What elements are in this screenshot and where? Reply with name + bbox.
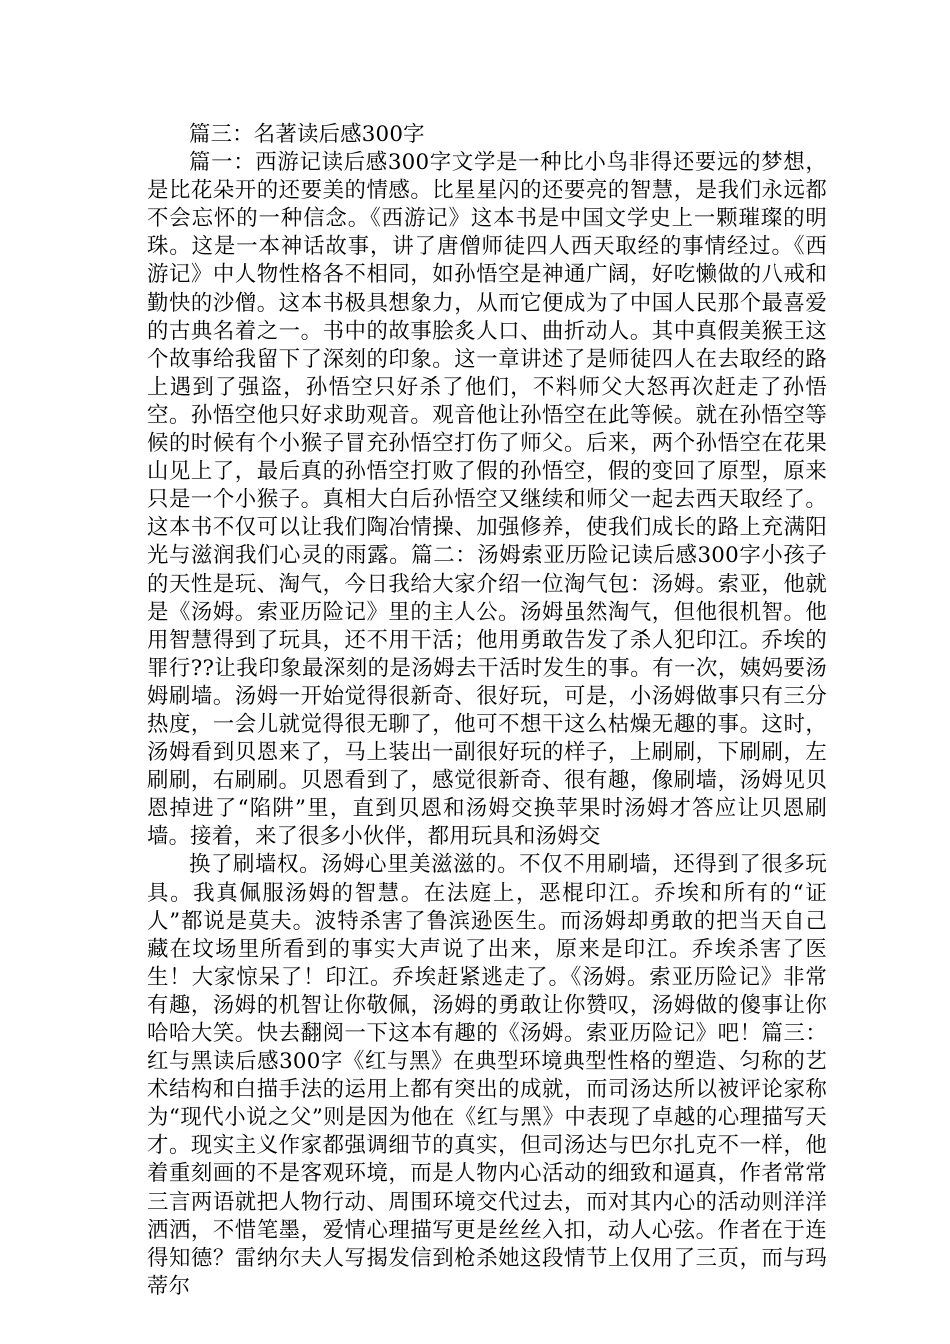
document-body bbox=[147, 121, 827, 1301]
body-paragraph: 换了刷墙权。汤姆心里美滋滋的。不仅不用刷墙，还得到了很多玩具。我真佩服汤姆的智慧。在法庭上，恶棍印江。乔埃和所有的“证人”都说是莫夫。波特杀害了鲁滨逊医生。而汤姆却勇敢的把当天自己藏在坟场里所看到的事实大声说了出来，原来是印江。乔埃杀害了医生！大家惊呆了！印江。乔埃赶紧逃走了。《汤姆。索亚历险记》非常有趣，汤姆的机智让你敬佩，汤姆的勇敢让你赞叹，汤姆做的傻事让你哈哈大笑。快去翻阅一下这本有趣的《汤姆。索亚历险记》吧！篇三：红与黑读后感300字《红与黑》在典型环境典型性格的塑造、匀称的艺术结构和白描手法的运用上都有突出的成就，而司汤达所以被评论家称为“现代小说之父”则是因为他在《红与黑》中表现了卓越的心理描写天才。现实主义作家都强调细节的真实，但司汤达与巴尔扎克不一样，他着重刻画的不是客观环境，而是人物内心活动的细致和逼真，作者常常三言两语就把人物行动、周围环境交代过去，而对其内心的活动则洋洋洒洒，不惜笔墨，爱情心理描写更是丝丝入扣，动人心弦。作者在于连得知德？雷纳尔夫人写揭发信到枪杀她这段情节上仅用了三页，而与玛蒂尔 bbox=[147, 852, 827, 1299]
document-heading: 篇三：名著读后感300字 bbox=[189, 122, 425, 147]
body-paragraph: 篇一：西游记读后感300字文学是一种比小鸟非得还要远的梦想，是比花朵开的还要美的情感。比星星闪的还要亮的智慧，是我们永远都不会忘怀的一种信念。《西游记》这本书是中国文学史上一颗璀璨的明珠。这是一本神话故事，讲了唐僧师徒四人西天取经的事情经过。《西游记》中人物性格各不相同，如孙悟空是神通广阔，好吃懒做的八戒和勤快的沙僧。这本书极具想象力，从而它便成为了中国人民那个最喜爱的古典名着之一。书中的故事脍炙人口、曲折动人。其中真假美猴王这个故事给我留下了深刻的印象。这一章讲述了是师徒四人在去取经的路上遇到了强盗，孙悟空只好杀了他们，不料师父大怒再次赶走了孙悟空。孙悟空他只好求助观音。观音他让孙悟空在此等候。就在孙悟空等候的时候有个小猴子冒充孙悟空打伤了师父。后来，两个孙悟空在花果山见上了，最后真的孙悟空打败了假的孙悟空，假的变回了原型，原来只是一个小猴子。真相大白后孙悟空又继续和师父一起去西天取经了。这本书不仅可以让我们陶冶情操、加强修养，使我们成长的路上充满阳光与滋润我们心灵的雨露。篇二：汤姆索亚历险记读后感300字小孩子的天性是玩、淘气，今日我给大家介绍一位淘气包：汤姆。索亚，他就是《汤姆。索亚历险记》里的主人公。汤姆虽然淘气，但他很机智。他用智慧得到了玩具，还不用干活；他用勇敢告发了杀人犯印江。乔埃的罪行??让我印象最深刻的是汤姆去干活时发生的事。有一次，姨妈要汤姆刷墙。汤姆一开始觉得很新奇、很好玩，可是，小汤姆做事只有三分热度，一会儿就觉得很无聊了，他可不想干这么枯燥无趣的事。这时，汤姆看到贝恩来了，马上装出一副很好玩的样子，上刷刷，下刷刷，左刷刷，右刷刷。贝恩看到了，感觉很新奇、很有趣，像刷墙，汤姆见贝恩掉进了“陷阱”里，直到贝恩和汤姆交换苹果时汤姆才答应让贝恩刷墙。接着，来了很多小伙伴，都用玩具和汤姆交 bbox=[147, 150, 827, 850]
